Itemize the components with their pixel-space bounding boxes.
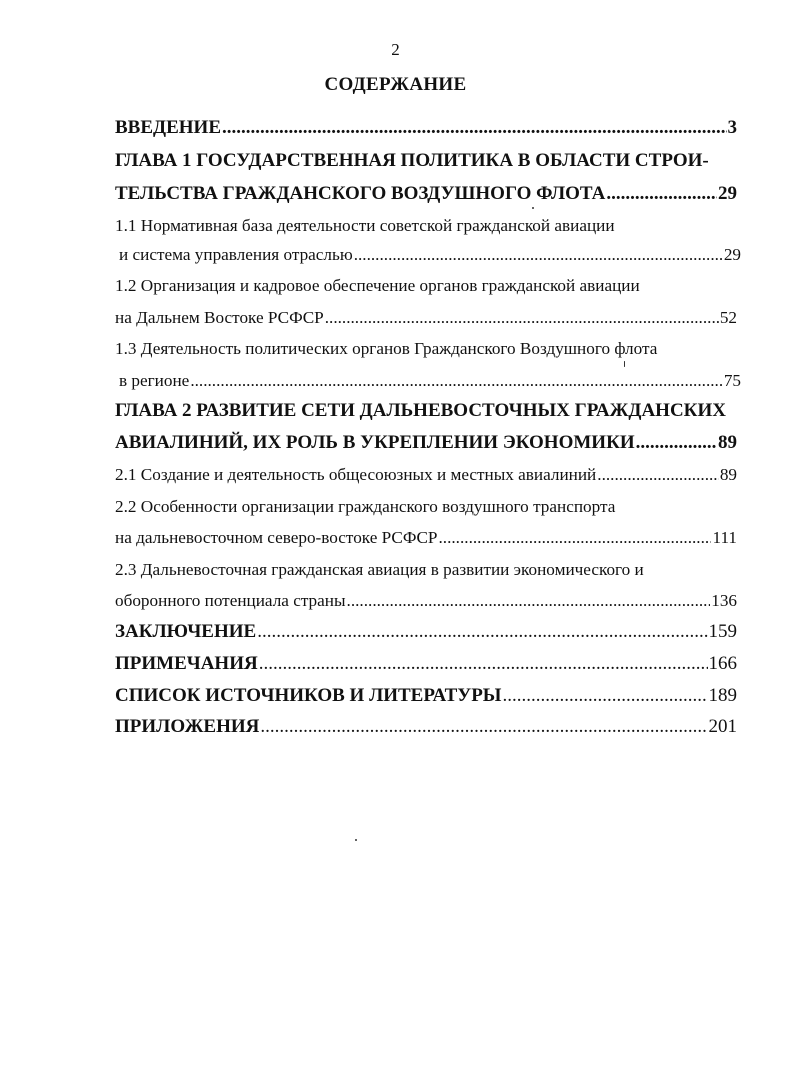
toc-entry-label: ВВЕДЕНИЕ bbox=[115, 117, 221, 138]
toc-entry-page: 89 bbox=[718, 432, 737, 453]
toc-entry-label: 2.1 Создание и деятельность общесоюзных и местных авиалиний bbox=[115, 465, 597, 484]
toc-s1-2-line2[interactable] bbox=[115, 303, 737, 333]
toc-chapter1-line1[interactable]: ГЛАВА 1 ГОСУДАРСТВЕННАЯ ПОЛИТИКА В ОБЛАСТИ СТРОИ- bbox=[115, 150, 709, 171]
toc-entry-label: оборонного потенциала страны bbox=[115, 591, 346, 610]
toc-entry-page: 75 bbox=[723, 371, 741, 390]
dot-leader bbox=[190, 366, 723, 396]
dot-leader bbox=[347, 586, 711, 616]
toc-entry-page: 3 bbox=[727, 117, 737, 138]
scan-speck bbox=[624, 361, 625, 367]
toc-entry-intro[interactable] bbox=[115, 113, 737, 143]
dot-leader bbox=[354, 240, 723, 270]
toc-s1-3-line1[interactable]: 1.3 Деятельность политических органов Гражданского Воздушного флота bbox=[115, 339, 658, 358]
toc-entry-notes[interactable] bbox=[115, 649, 737, 679]
scan-speck bbox=[355, 839, 357, 841]
toc-chapter1-line2[interactable] bbox=[115, 179, 737, 209]
toc-s2-3-line2[interactable] bbox=[115, 586, 737, 616]
dot-leader bbox=[257, 617, 707, 647]
toc-entry-page: 136 bbox=[711, 591, 737, 610]
toc-s2-1[interactable] bbox=[115, 460, 737, 490]
dot-leader bbox=[260, 712, 707, 742]
toc-entry-label: в регионе bbox=[119, 371, 190, 390]
toc-entry-page: 89 bbox=[719, 465, 737, 484]
page-number: 2 bbox=[391, 40, 400, 59]
toc-entry-label: ПРИЛОЖЕНИЯ bbox=[115, 716, 260, 737]
toc-entry-label: СПИСОК ИСТОЧНИКОВ И ЛИТЕРАТУРЫ bbox=[115, 685, 502, 706]
dot-leader bbox=[438, 523, 711, 553]
toc-entry-page: 52 bbox=[719, 308, 737, 327]
toc-entry-page: 159 bbox=[708, 621, 737, 642]
dot-leader bbox=[222, 113, 727, 143]
toc-entry-page: 201 bbox=[708, 716, 737, 737]
toc-entry-sources[interactable] bbox=[115, 681, 737, 711]
toc-entry-label: ЗАКЛЮЧЕНИЕ bbox=[115, 621, 257, 642]
toc-entry-page: 29 bbox=[723, 245, 741, 264]
toc-entry-page: 166 bbox=[708, 653, 737, 674]
toc-chapter2-line1[interactable]: ГЛАВА 2 РАЗВИТИЕ СЕТИ ДАЛЬНЕВОСТОЧНЫХ ГРАЖДАНСКИХ bbox=[115, 400, 726, 421]
toc-entry-page: 189 bbox=[708, 685, 737, 706]
toc-s2-3-line1[interactable]: 2.3 Дальневосточная гражданская авиация в развитии экономического и bbox=[115, 560, 644, 579]
dot-leader bbox=[502, 681, 707, 711]
toc-entry-label: на Дальнем Востоке РСФСР bbox=[115, 308, 324, 327]
toc-entry-appendices[interactable] bbox=[115, 712, 737, 742]
scan-speck bbox=[532, 207, 534, 209]
toc-entry-label: ТЕЛЬСТВА ГРАЖДАНСКОГО ВОЗДУШНОГО ФЛОТА bbox=[115, 183, 606, 204]
toc-entry-label: на дальневосточном северо-востоке РСФСР bbox=[115, 528, 438, 547]
toc-s1-3-line2[interactable] bbox=[115, 366, 741, 396]
toc-s1-1-line1[interactable]: 1.1 Нормативная база деятельности советской гражданской авиации bbox=[115, 216, 615, 235]
toc-s2-2-line1[interactable]: 2.2 Особенности организации гражданского воздушного транспорта bbox=[115, 497, 616, 516]
toc-entry-label: ПРИМЕЧАНИЯ bbox=[115, 653, 258, 674]
toc-s1-1-line2[interactable] bbox=[115, 240, 741, 270]
toc-entry-page: 111 bbox=[712, 528, 737, 547]
toc-entry-label: АВИАЛИНИЙ, ИХ РОЛЬ В УКРЕПЛЕНИИ ЭКОНОМИКИ bbox=[115, 432, 635, 453]
toc-entry-conclusion[interactable] bbox=[115, 617, 737, 647]
toc-s2-2-line2[interactable] bbox=[115, 523, 737, 553]
toc-title: СОДЕРЖАНИЕ bbox=[324, 74, 467, 95]
toc-s1-2-line1[interactable]: 1.2 Организация и кадровое обеспечение органов гражданской авиации bbox=[115, 276, 640, 295]
toc-entry-page: 29 bbox=[718, 183, 737, 204]
toc-chapter2-line2[interactable] bbox=[115, 428, 737, 458]
dot-leader bbox=[597, 460, 719, 490]
dot-leader bbox=[636, 428, 717, 458]
toc-entry-label: и система управления отраслью bbox=[119, 245, 353, 264]
dot-leader bbox=[325, 303, 719, 333]
dot-leader bbox=[606, 179, 717, 209]
dot-leader bbox=[259, 649, 708, 679]
